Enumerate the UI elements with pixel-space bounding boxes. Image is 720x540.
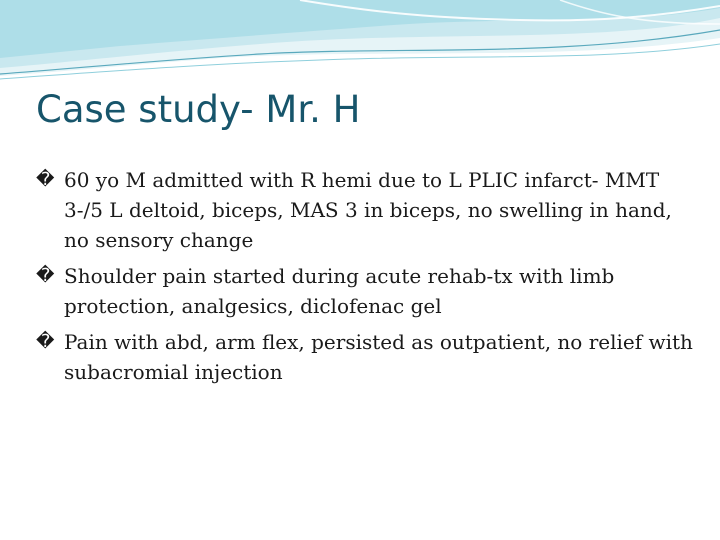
bullet-text: Pain with abd, arm flex, persisted as outpatient, no relief with subacromial injection [64,330,693,384]
bullet-marker-icon: � [36,331,55,352]
bullet-text: Shoulder pain started during acute rehab-tx with limb protection, analgesics, diclofenac gel [64,264,615,318]
bullet-marker-icon: � [36,169,55,190]
slide-title: Case study- Mr. H [36,88,361,131]
bullet-item [36,165,696,255]
header-wave-decoration [0,0,720,90]
bullet-item [36,261,696,321]
bullet-item [36,327,696,387]
bullet-list [36,165,696,393]
bullet-marker-icon: � [36,265,55,286]
bullet-text: 60 yo M admitted with R hemi due to L PLIC infarct- MMT 3-/5 L deltoid, biceps, MAS 3 in biceps, no swelling in hand, no sensory change [64,168,672,252]
